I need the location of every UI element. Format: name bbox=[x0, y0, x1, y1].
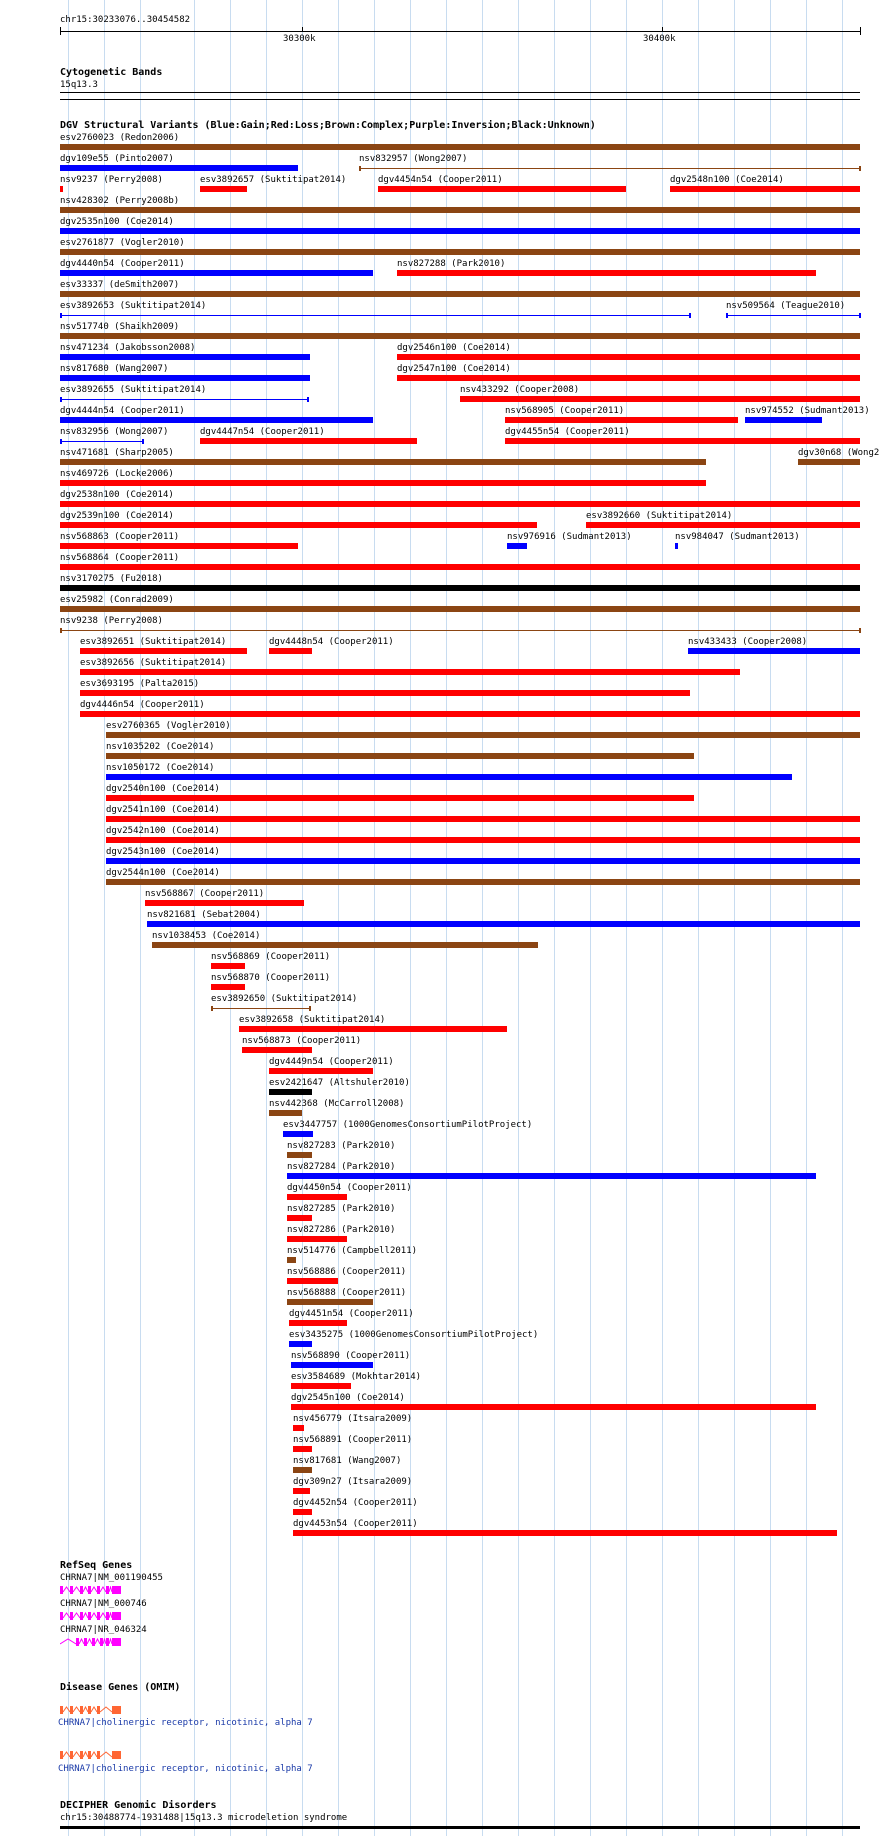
variant-bar[interactable] bbox=[269, 648, 312, 654]
variant-bar-endcap bbox=[859, 628, 861, 633]
exon-block bbox=[84, 1638, 87, 1646]
exon-block bbox=[92, 1638, 95, 1646]
variant-bar[interactable] bbox=[359, 168, 860, 169]
exon-block bbox=[97, 1751, 100, 1759]
intron-line bbox=[63, 1612, 70, 1620]
variant-bar[interactable] bbox=[106, 837, 860, 843]
variant-bar[interactable] bbox=[289, 1341, 312, 1347]
variant-bar[interactable] bbox=[60, 522, 537, 528]
variant-bar[interactable] bbox=[60, 399, 308, 400]
variant-label[interactable]: dgv2535n100 (Coe2014) bbox=[60, 217, 174, 227]
variant-label[interactable]: esv3892655 (Suktitipat2014) bbox=[60, 385, 207, 395]
variant-label[interactable]: dgv30n68 (Wong2 bbox=[798, 448, 880, 458]
variant-label[interactable]: dgv2542n100 (Coe2014) bbox=[106, 826, 220, 836]
variant-label[interactable]: esv2760023 (Redon2006) bbox=[60, 133, 180, 143]
cytoband-track-title: Cytogenetic Bands bbox=[60, 67, 163, 78]
variant-label[interactable]: nsv568891 (Cooper2011) bbox=[293, 1435, 413, 1445]
variant-label[interactable]: nsv984047 (Sudmant2013) bbox=[675, 532, 800, 542]
variant-label[interactable]: nsv827288 (Park2010) bbox=[397, 259, 506, 269]
variant-bar[interactable] bbox=[397, 354, 860, 360]
ruler-axis bbox=[60, 31, 860, 32]
exon-block bbox=[60, 1612, 63, 1620]
variant-bar[interactable] bbox=[378, 186, 626, 192]
variant-label[interactable]: nsv568864 (Cooper2011) bbox=[60, 553, 180, 563]
variant-label[interactable]: esv25982 (Conrad2009) bbox=[60, 595, 174, 605]
variant-bar[interactable] bbox=[60, 165, 298, 171]
variant-label[interactable]: esv3447757 (1000GenomesConsortiumPilotProject) bbox=[283, 1120, 533, 1130]
variant-label[interactable]: nsv817680 (Wang2007) bbox=[60, 364, 169, 374]
ruler-tick bbox=[60, 27, 61, 35]
exon-block bbox=[97, 1706, 100, 1714]
variant-label[interactable]: nsv456779 (Itsara2009) bbox=[293, 1414, 413, 1424]
variant-bar[interactable] bbox=[287, 1236, 347, 1242]
exon-block bbox=[80, 1612, 83, 1620]
variant-bar[interactable] bbox=[291, 1383, 351, 1389]
exon-block bbox=[106, 1612, 109, 1620]
variant-bar[interactable] bbox=[287, 1299, 373, 1305]
variant-label[interactable]: dgv2538n100 (Coe2014) bbox=[60, 490, 174, 500]
variant-label[interactable]: esv3892660 (Suktitipat2014) bbox=[586, 511, 733, 521]
exon-block bbox=[70, 1706, 73, 1714]
variant-bar[interactable] bbox=[798, 459, 860, 465]
variant-bar[interactable] bbox=[239, 1026, 507, 1032]
variant-bar[interactable] bbox=[507, 543, 527, 549]
variant-label[interactable]: nsv568888 (Cooper2011) bbox=[287, 1288, 407, 1298]
exon-block bbox=[80, 1751, 83, 1759]
variant-bar[interactable] bbox=[106, 774, 792, 780]
variant-bar[interactable] bbox=[106, 858, 860, 864]
variant-label[interactable]: nsv514776 (Campbell2011) bbox=[287, 1246, 418, 1256]
exon-block bbox=[88, 1751, 91, 1759]
intron-line bbox=[63, 1586, 70, 1594]
variant-label[interactable]: nsv817681 (Wang2007) bbox=[293, 1456, 402, 1466]
variant-label[interactable]: dgv4452n54 (Cooper2011) bbox=[293, 1498, 418, 1508]
variant-label[interactable]: dgv2543n100 (Coe2014) bbox=[106, 847, 220, 857]
exon-block bbox=[76, 1638, 79, 1646]
intron-line bbox=[63, 1751, 70, 1759]
variant-bar[interactable] bbox=[291, 1362, 373, 1368]
variant-label[interactable]: nsv821681 (Sebat2004) bbox=[147, 910, 261, 920]
variant-label[interactable]: dgv4449n54 (Cooper2011) bbox=[269, 1057, 394, 1067]
variant-label[interactable]: nsv827283 (Park2010) bbox=[287, 1141, 396, 1151]
variant-label[interactable]: nsv827284 (Park2010) bbox=[287, 1162, 396, 1172]
variant-label[interactable]: nsv517740 (Shaikh2009) bbox=[60, 322, 180, 332]
variant-bar[interactable] bbox=[60, 228, 860, 234]
variant-label[interactable]: nsv568869 (Cooper2011) bbox=[211, 952, 331, 962]
variant-label[interactable]: nsv433433 (Cooper2008) bbox=[688, 637, 808, 647]
variant-bar[interactable] bbox=[287, 1257, 296, 1263]
intron-line bbox=[100, 1751, 112, 1759]
variant-label[interactable]: nsv827286 (Park2010) bbox=[287, 1225, 396, 1235]
variant-bar[interactable] bbox=[200, 438, 417, 444]
intron-line bbox=[100, 1706, 112, 1714]
variant-bar[interactable] bbox=[505, 438, 860, 444]
variant-bar[interactable] bbox=[60, 441, 143, 442]
exon-block bbox=[60, 1751, 63, 1759]
refseq-track-title: RefSeq Genes bbox=[60, 1560, 133, 1571]
variant-label[interactable]: nsv827285 (Park2010) bbox=[287, 1204, 396, 1214]
intron-line bbox=[63, 1706, 70, 1714]
ruler-tick-label: 30400k bbox=[643, 34, 676, 44]
variant-bar[interactable] bbox=[60, 501, 860, 507]
variant-bar-endcap bbox=[60, 397, 62, 402]
variant-bar[interactable] bbox=[675, 543, 678, 549]
ruler-tick bbox=[860, 27, 861, 35]
intron-line bbox=[73, 1751, 80, 1759]
variant-bar[interactable] bbox=[60, 564, 860, 570]
variant-bar[interactable] bbox=[80, 669, 740, 675]
variant-label[interactable]: nsv3170275 (Fu2018) bbox=[60, 574, 163, 584]
variant-label[interactable]: nsv568867 (Cooper2011) bbox=[145, 889, 265, 899]
exon-block bbox=[100, 1638, 103, 1646]
variant-bar-endcap bbox=[689, 313, 691, 318]
variant-bar[interactable] bbox=[505, 417, 738, 423]
variant-bar[interactable] bbox=[60, 354, 310, 360]
variant-label[interactable]: nsv568890 (Cooper2011) bbox=[291, 1351, 411, 1361]
variant-bar[interactable] bbox=[60, 630, 860, 631]
variant-label[interactable]: dgv2539n100 (Coe2014) bbox=[60, 511, 174, 521]
variant-bar[interactable] bbox=[293, 1488, 310, 1494]
omim-track-title: Disease Genes (OMIM) bbox=[60, 1682, 181, 1693]
variant-bar[interactable] bbox=[200, 186, 247, 192]
variant-label[interactable]: dgv109e55 (Pinto2007) bbox=[60, 154, 174, 164]
exon-block bbox=[97, 1586, 100, 1594]
variant-label[interactable]: nsv568873 (Cooper2011) bbox=[242, 1036, 362, 1046]
variant-label[interactable]: nsv832957 (Wong2007) bbox=[359, 154, 468, 164]
variant-bar-endcap bbox=[726, 313, 728, 318]
cytoband-line bbox=[60, 99, 860, 100]
variant-label[interactable]: esv3892657 (Suktitipat2014) bbox=[200, 175, 347, 185]
variant-label[interactable]: nsv442368 (McCarroll2008) bbox=[269, 1099, 405, 1109]
exon-block bbox=[70, 1612, 73, 1620]
variant-bar-endcap bbox=[309, 1006, 311, 1011]
cytoband-line bbox=[60, 92, 860, 93]
variant-bar[interactable] bbox=[60, 459, 706, 465]
variant-label[interactable]: esv2760365 (Vogler2010) bbox=[106, 721, 231, 731]
variant-label[interactable]: nsv433292 (Cooper2008) bbox=[460, 385, 580, 395]
variant-label[interactable]: nsv974552 (Sudmant2013) bbox=[745, 406, 870, 416]
variant-bar[interactable] bbox=[293, 1509, 312, 1515]
variant-bar[interactable] bbox=[106, 732, 860, 738]
variant-bar[interactable] bbox=[145, 900, 304, 906]
variant-label[interactable]: dgv4450n54 (Cooper2011) bbox=[287, 1183, 412, 1193]
variant-label[interactable]: dgv309n27 (Itsara2009) bbox=[293, 1477, 413, 1487]
variant-bar[interactable] bbox=[291, 1404, 816, 1410]
variant-bar-endcap bbox=[60, 313, 62, 318]
variant-bar[interactable] bbox=[147, 921, 860, 927]
variant-bar[interactable] bbox=[726, 315, 860, 316]
variant-label[interactable]: esv3892651 (Suktitipat2014) bbox=[80, 637, 227, 647]
exon-block bbox=[88, 1612, 91, 1620]
variant-label[interactable]: dgv2540n100 (Coe2014) bbox=[106, 784, 220, 794]
variant-bar[interactable] bbox=[60, 207, 860, 213]
variant-label[interactable]: dgv2545n100 (Coe2014) bbox=[291, 1393, 405, 1403]
variant-bar[interactable] bbox=[242, 1047, 312, 1053]
omim-entry-link[interactable]: CHRNA7|cholinergic receptor, nicotinic, alpha 7 bbox=[58, 1718, 313, 1728]
variant-bar[interactable] bbox=[287, 1152, 312, 1158]
decipher-entry[interactable]: chr15:30488774-1931488|15q13.3 microdeletion syndrome bbox=[60, 1813, 348, 1823]
decipher-track-title: DECIPHER Genomic Disorders bbox=[60, 1800, 217, 1811]
variant-bar[interactable] bbox=[211, 984, 245, 990]
variant-bar[interactable] bbox=[287, 1215, 312, 1221]
variant-bar[interactable] bbox=[106, 879, 860, 885]
variant-label[interactable]: dgv4447n54 (Cooper2011) bbox=[200, 427, 325, 437]
variant-label[interactable]: esv33337 (deSmith2007) bbox=[60, 280, 180, 290]
variant-label[interactable]: esv3435275 (1000GenomesConsortiumPilotProject) bbox=[289, 1330, 539, 1340]
variant-bar[interactable] bbox=[60, 249, 860, 255]
refseq-gene-label[interactable]: CHRNA7|NM_000746 bbox=[60, 1599, 147, 1609]
variant-label[interactable]: nsv471234 (Jakobsson2008) bbox=[60, 343, 196, 353]
variant-label[interactable]: esv3693195 (Palta2015) bbox=[80, 679, 200, 689]
variant-label[interactable]: dgv4455n54 (Cooper2011) bbox=[505, 427, 630, 437]
exon-block bbox=[70, 1586, 73, 1594]
variant-bar[interactable] bbox=[80, 648, 247, 654]
intron-line bbox=[73, 1612, 80, 1620]
variant-bar-endcap bbox=[60, 628, 62, 633]
variant-bar[interactable] bbox=[293, 1446, 312, 1452]
exon-block bbox=[60, 1706, 63, 1714]
variant-label[interactable]: nsv568863 (Cooper2011) bbox=[60, 532, 180, 542]
variant-label[interactable]: dgv4444n54 (Cooper2011) bbox=[60, 406, 185, 416]
variant-label[interactable]: nsv568870 (Cooper2011) bbox=[211, 973, 331, 983]
intron-line bbox=[73, 1586, 80, 1594]
exon-block bbox=[88, 1586, 91, 1594]
variant-bar[interactable] bbox=[60, 144, 860, 150]
dgv-track-title: DGV Structural Variants (Blue:Gain;Red:Loss;Brown:Complex;Purple:Inversion;Black:Unknown) bbox=[60, 120, 596, 131]
variant-bar-endcap bbox=[307, 397, 309, 402]
variant-bar-endcap bbox=[359, 166, 361, 171]
exon-block bbox=[88, 1706, 91, 1714]
variant-bar[interactable] bbox=[287, 1278, 338, 1284]
variant-label[interactable]: esv2421647 (Altshuler2010) bbox=[269, 1078, 410, 1088]
variant-bar[interactable] bbox=[60, 375, 310, 381]
exon-block bbox=[60, 1586, 63, 1594]
variant-bar[interactable] bbox=[60, 333, 860, 339]
variant-bar[interactable] bbox=[60, 186, 63, 192]
ruler-tick bbox=[302, 27, 303, 32]
variant-bar[interactable] bbox=[293, 1530, 837, 1536]
variant-label[interactable]: nsv568905 (Cooper2011) bbox=[505, 406, 625, 416]
variant-bar-endcap bbox=[60, 439, 62, 444]
intron-line bbox=[60, 1638, 76, 1646]
variant-label[interactable]: dgv2546n100 (Coe2014) bbox=[397, 343, 511, 353]
intron-line bbox=[73, 1706, 80, 1714]
variant-bar[interactable] bbox=[60, 606, 860, 612]
coordinate-range: chr15:30233076..30454582 bbox=[60, 15, 191, 25]
variant-label[interactable]: nsv1035202 (Coe2014) bbox=[106, 742, 215, 752]
variant-bar-endcap bbox=[211, 1006, 213, 1011]
variant-bar[interactable] bbox=[211, 963, 245, 969]
variant-label[interactable]: dgv4454n54 (Cooper2011) bbox=[378, 175, 503, 185]
variant-bar[interactable] bbox=[293, 1425, 304, 1431]
variant-bar[interactable] bbox=[397, 270, 816, 276]
variant-bar-endcap bbox=[142, 439, 144, 444]
variant-label[interactable]: dgv4448n54 (Cooper2011) bbox=[269, 637, 394, 647]
exon-block bbox=[106, 1586, 109, 1594]
variant-label[interactable]: nsv9238 (Perry2008) bbox=[60, 616, 163, 626]
variant-label[interactable]: nsv471681 (Sharp2005) bbox=[60, 448, 174, 458]
variant-bar[interactable] bbox=[60, 291, 860, 297]
variant-bar[interactable] bbox=[397, 375, 860, 381]
variant-bar[interactable] bbox=[211, 1008, 310, 1009]
variant-label[interactable]: esv2761877 (Vogler2010) bbox=[60, 238, 185, 248]
variant-bar-endcap bbox=[859, 166, 861, 171]
exon-block bbox=[80, 1586, 83, 1594]
decipher-bar[interactable] bbox=[60, 1826, 860, 1829]
variant-label[interactable]: nsv1038453 (Coe2014) bbox=[152, 931, 261, 941]
variant-label[interactable]: nsv568886 (Cooper2011) bbox=[287, 1267, 407, 1277]
variant-label[interactable]: dgv4440n54 (Cooper2011) bbox=[60, 259, 185, 269]
variant-bar[interactable] bbox=[688, 648, 860, 654]
variant-bar[interactable] bbox=[293, 1467, 312, 1473]
cytoband-label: 15q13.3 bbox=[60, 80, 98, 90]
variant-bar[interactable] bbox=[60, 270, 373, 276]
variant-label[interactable]: nsv976916 (Sudmant2013) bbox=[507, 532, 632, 542]
exon-block bbox=[112, 1586, 121, 1594]
exon-block bbox=[80, 1706, 83, 1714]
ruler-tick bbox=[662, 27, 663, 32]
variant-bar[interactable] bbox=[106, 795, 694, 801]
exon-block bbox=[112, 1638, 121, 1646]
refseq-gene-label[interactable]: CHRNA7|NR_046324 bbox=[60, 1625, 147, 1635]
variant-bar[interactable] bbox=[152, 942, 538, 948]
variant-bar[interactable] bbox=[460, 396, 860, 402]
grid-line bbox=[374, 0, 375, 1836]
variant-bar[interactable] bbox=[586, 522, 860, 528]
omim-entry-link[interactable]: CHRNA7|cholinergic receptor, nicotinic, alpha 7 bbox=[58, 1764, 313, 1774]
variant-bar[interactable] bbox=[269, 1068, 373, 1074]
ruler-tick-label: 30300k bbox=[283, 34, 316, 44]
variant-bar[interactable] bbox=[269, 1089, 312, 1095]
variant-bar[interactable] bbox=[80, 711, 860, 717]
variant-bar[interactable] bbox=[287, 1194, 347, 1200]
variant-bar[interactable] bbox=[745, 417, 822, 423]
exon-block bbox=[112, 1612, 121, 1620]
variant-label[interactable]: nsv428302 (Perry2008b) bbox=[60, 196, 180, 206]
variant-label[interactable]: nsv1050172 (Coe2014) bbox=[106, 763, 215, 773]
variant-label[interactable]: dgv2544n100 (Coe2014) bbox=[106, 868, 220, 878]
variant-bar[interactable] bbox=[60, 315, 690, 316]
variant-label[interactable]: dgv4451n54 (Cooper2011) bbox=[289, 1309, 414, 1319]
variant-label[interactable]: dgv2547n100 (Coe2014) bbox=[397, 364, 511, 374]
variant-bar[interactable] bbox=[80, 690, 690, 696]
variant-label[interactable]: nsv469726 (Locke2006) bbox=[60, 469, 174, 479]
variant-bar-endcap bbox=[859, 313, 861, 318]
exon-block bbox=[112, 1706, 121, 1714]
exon-block bbox=[112, 1751, 121, 1759]
variant-bar[interactable] bbox=[269, 1110, 302, 1116]
exon-block bbox=[106, 1638, 109, 1646]
refseq-gene-label[interactable]: CHRNA7|NM_001190455 bbox=[60, 1573, 163, 1583]
variant-label[interactable]: esv3892656 (Suktitipat2014) bbox=[80, 658, 227, 668]
variant-label[interactable]: esv3892650 (Suktitipat2014) bbox=[211, 994, 358, 1004]
variant-bar[interactable] bbox=[60, 585, 860, 591]
variant-label[interactable]: esv3892658 (Suktitipat2014) bbox=[239, 1015, 386, 1025]
variant-bar[interactable] bbox=[60, 417, 373, 423]
variant-bar[interactable] bbox=[289, 1320, 347, 1326]
variant-label[interactable]: dgv4446n54 (Cooper2011) bbox=[80, 700, 205, 710]
variant-label[interactable]: nsv9237 (Perry2008) bbox=[60, 175, 163, 185]
exon-block bbox=[70, 1751, 73, 1759]
grid-line bbox=[842, 0, 843, 1836]
variant-bar[interactable] bbox=[283, 1131, 313, 1137]
variant-label[interactable]: nsv832956 (Wong2007) bbox=[60, 427, 169, 437]
variant-bar[interactable] bbox=[287, 1173, 816, 1179]
exon-block bbox=[97, 1612, 100, 1620]
variant-label[interactable]: dgv2541n100 (Coe2014) bbox=[106, 805, 220, 815]
variant-label[interactable]: dgv4453n54 (Cooper2011) bbox=[293, 1519, 418, 1529]
variant-label[interactable]: dgv2548n100 (Coe2014) bbox=[670, 175, 784, 185]
variant-bar[interactable] bbox=[60, 480, 706, 486]
variant-label[interactable]: esv3892653 (Suktitipat2014) bbox=[60, 301, 207, 311]
variant-label[interactable]: nsv509564 (Teague2010) bbox=[726, 301, 846, 311]
variant-bar[interactable] bbox=[670, 186, 860, 192]
variant-bar[interactable] bbox=[60, 543, 298, 549]
variant-bar[interactable] bbox=[106, 816, 860, 822]
variant-bar[interactable] bbox=[106, 753, 694, 759]
variant-label[interactable]: esv3584689 (Mokhtar2014) bbox=[291, 1372, 422, 1382]
